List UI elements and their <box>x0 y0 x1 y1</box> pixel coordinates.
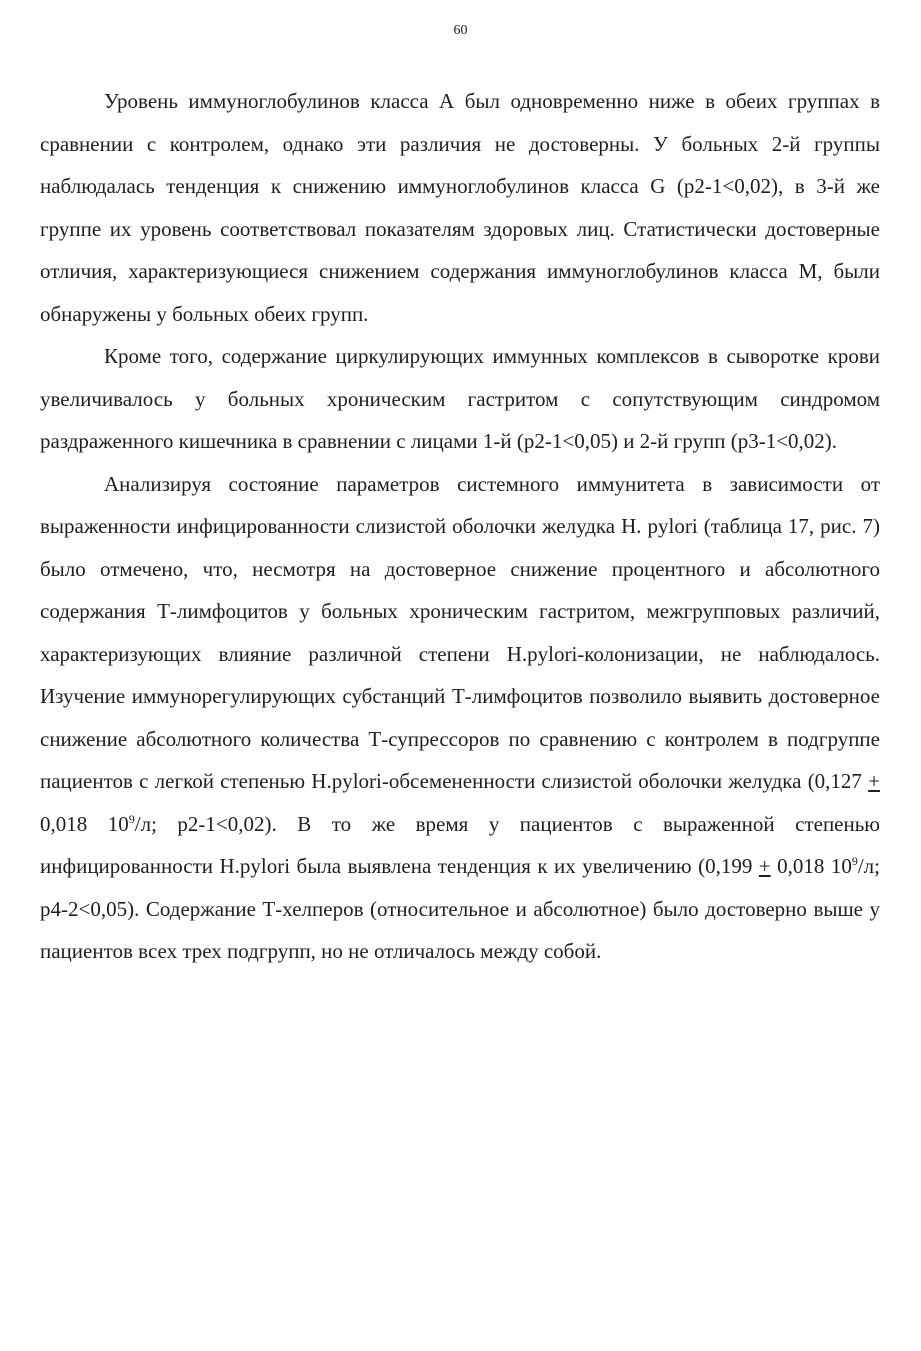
page-number: 60 <box>453 23 468 38</box>
plus-minus-sign: + <box>868 769 880 793</box>
paragraph-text-segment: /л; р4-2<0,05). Содержание Т-хелперов (относительное и абсолютное) было достоверно выше у пациентов всех трех подгрупп, но не отличалось между собой. <box>40 854 880 963</box>
plus-minus-sign: + <box>758 854 771 878</box>
exponent: 9 <box>851 854 858 868</box>
document-body <box>40 80 880 973</box>
paragraph-text-segment: 0,018 10 <box>40 811 129 836</box>
paragraph-systemic-immunity <box>40 463 880 973</box>
paragraph-immune-complexes: Кроме того, содержание циркулирующих иммунных комплексов в сыворотке крови увеличивалось у больных хроническим гастритом с сопутствующим синдромом раздраженного кишечника в сравнении с лицами 1-й (р2-1<0,05) и 2-й групп (р3-1<0,02). <box>40 344 880 453</box>
paragraph-text-segment: Анализируя состояние параметров системного иммунитета в зависимости от выраженности инфицированности слизистой оболочки желудка H. pylori (таблица 17, рис. 7) было отмечено, что, несмотря на достоверное снижение процентного и абсолютного содержания Т-лимфоцитов у больных хроническим гастритом, межгрупповых различий, характеризующих влияние различной степени H.pylori-колонизации, не наблюдалось. Изучение иммунорегулирующих субстанций Т-лимфоцитов позволило выявить достоверное снижение абсолютного количества Т-супрессоров по сравнению с контролем в подгруппе пациентов с легкой степенью H.pylori-обсемененности слизистой оболочки желудка (0,127 <box>40 471 880 793</box>
paragraph-text-segment: /л; р2-1<0,02). В то же время у пациентов с выраженной степенью инфицированности H.pylori была выявлена тенденция к их увеличению (0,199 <box>40 811 881 878</box>
exponent: 9 <box>128 811 135 826</box>
paragraph-text-segment: 0,018 10 <box>770 854 852 878</box>
paragraph-immunoglobulins: Уровень иммуноглобулинов класса А был одновременно ниже в обеих группах в сравнении с контролем, однако эти различия не достоверны. У больных 2-й группы наблюдалась тенденция к снижению иммуноглобулинов класса G (р2-1<0,02), в 3-й же группе их уровень соответствовал показателям здоровых лиц. Статистически достоверные отличия, характеризующиеся снижением содержания иммуноглобулинов класса М, были обнаружены у больных обеих групп. <box>40 89 880 326</box>
